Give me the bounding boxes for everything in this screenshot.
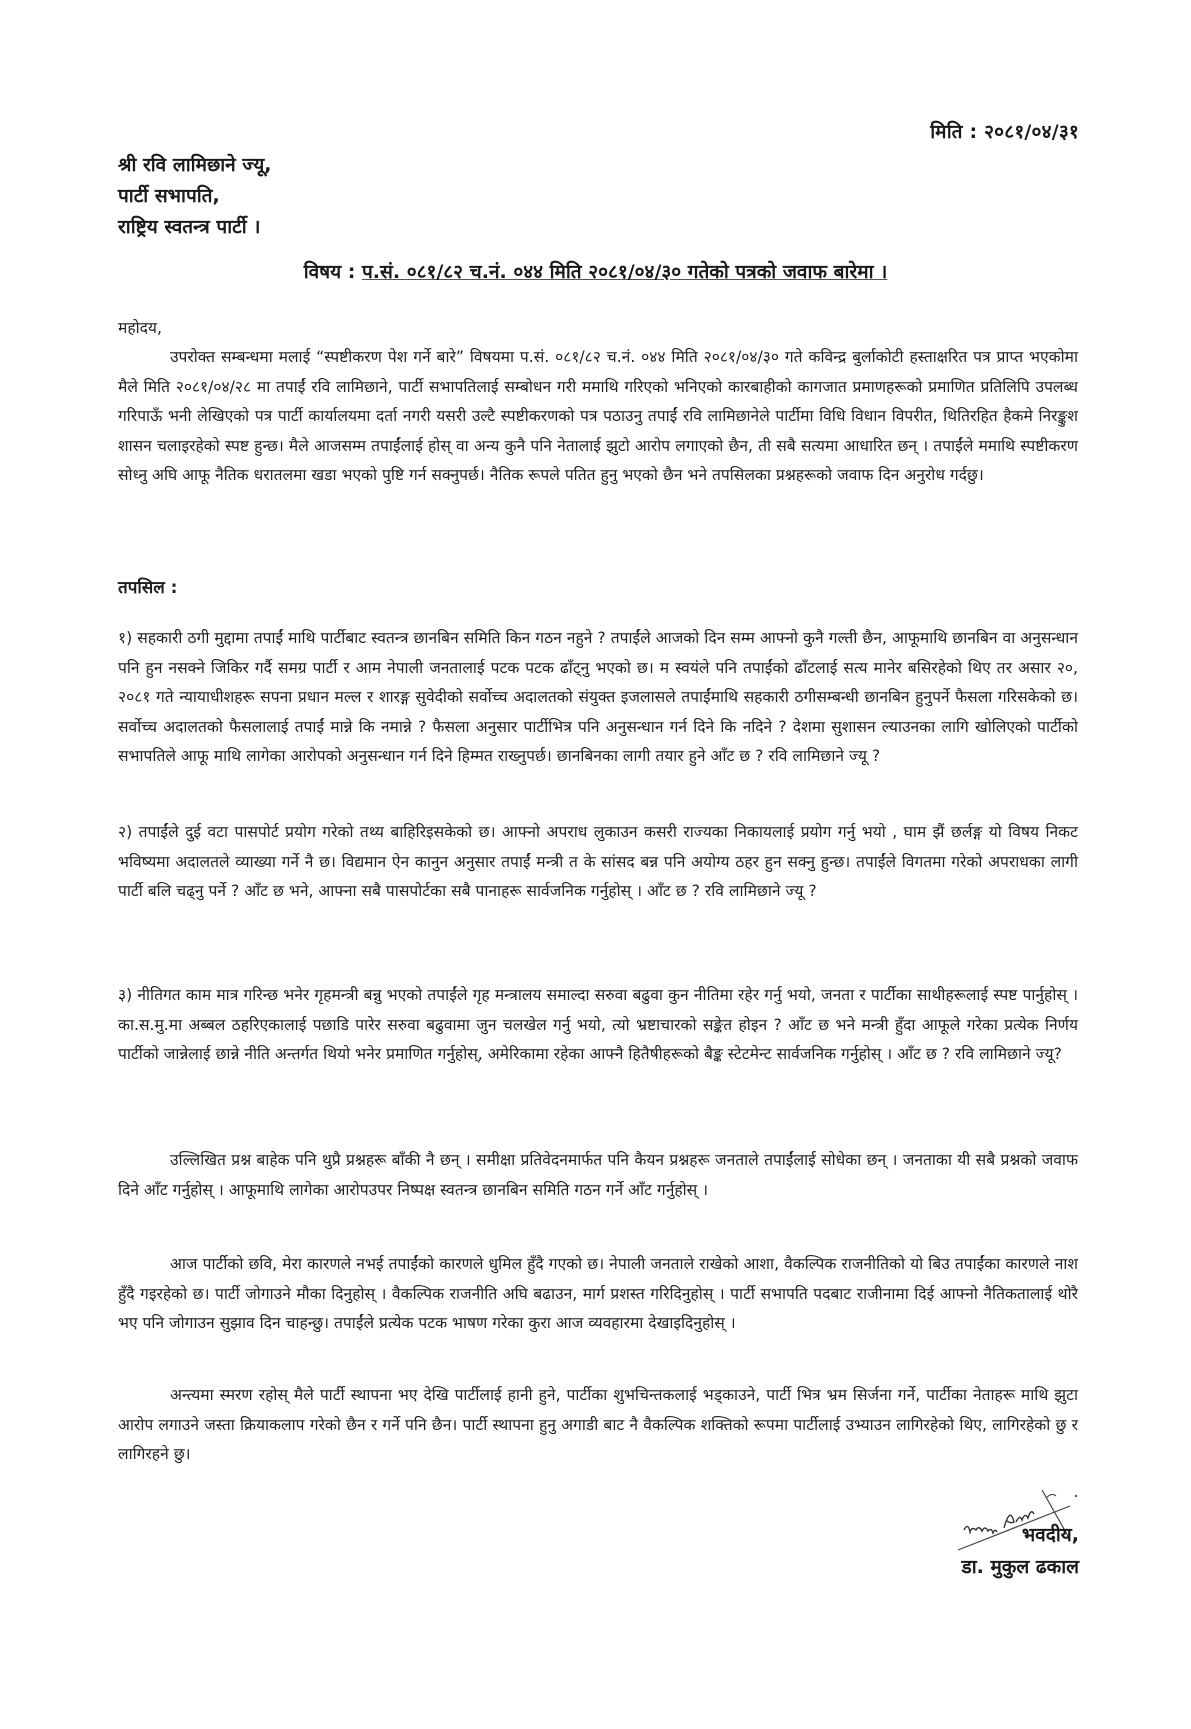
addressee-name: श्री रवि लामिछाने ज्यू, bbox=[118, 154, 272, 176]
question-1: १) सहकारी ठगी मुद्दामा तपाईं माथि पार्टीबाट स्वतन्त्र छानबिन समिति किन गठन नहुने ? तपाईंले आजको दिन सम्म आफ्नो कुनै गल्ती छैन, आफूमाथि छानबिन वा अनुसन्धान पनि हुन नसक्ने जिकिर गर्दै समग्र पार्टी र आम नेपाली जनतालाई पटक पटक ढाँट्नु भएको छ। म स्वयंले पनि तपाईंको ढाँटलाई सत्य मानेर बसिरहेको थिए तर असार २०, २०८१ गते न्यायाधीशहरू सपना प्रधान मल्ल र शारङ्ग सुवेदीको सर्वोच्च अदालतको संयुक्त इजलासले तपाईंमाथि सहकारी ठगीसम्बन्धी छानबिन हुनुपर्ने फैसला गरिसकेको छ। सर्वोच्च अदालतको फैसलालाई तपाईं मान्ने कि नमान्ने ? फैसला अनुसार पार्टीभित्र पनि अनुसन्धान गर्न दिने कि नदिने ? देशमा सुशासन ल्याउनका लागि खोलिएको पार्टीको सभापतिले आफू माथि लागेका आरोपको अनुसन्धान गर्न दिने हिम्मत राख्नुपर्छ। छानबिनका लागी तयार हुने आँट छ ? रवि लामिछाने ज्यू ? bbox=[118, 629, 1078, 766]
addressee-organization: राष्ट्रिय स्वतन्त्र पार्टी । bbox=[118, 216, 261, 238]
signature-block bbox=[962, 1519, 1079, 1583]
remaining-questions-paragraph: उल्लिखित प्रश्न बाहेक पनि थुप्रै प्रश्नहरू बाँकी नै छन् । समीक्षा प्रतिवेदनमार्फत पनि कैयन प्रश्नहरू जनताले तपाईंलाई सोधेका छन् । जनताका यी सबै प्रश्नको जवाफ दिने आँट गर्नुहोस् । आफूमाथि लागेका आरोपउपर निष्पक्ष स्वतन्त्र छानबिन समिति गठन गर्ने आँट गर्नुहोस् । bbox=[118, 1151, 1078, 1199]
question-2: २) तपाईंले दुई वटा पासपोर्ट प्रयोग गरेको तथ्य बाहिरिइसकेको छ। आफ्नो अपराध लुकाउन कसरी राज्यका निकायलाई प्रयोग गर्नु भयो , घाम झैं छर्लङ्ग यो विषय निकट भविष्यमा अदालतले व्याख्या गर्ने नै छ। विद्यमान ऐन कानुन अनुसार तपाईं मन्त्री त के सांसद बन्न पनि अयोग्य ठहर हुन सक्नु हुन्छ। तपाईंले विगतमा गरेको अपराधका लागी पार्टी बलि चढ्नु पर्ने ? आँट छ भने, आफ्ना सबै पासपोर्टका सबै पानाहरू सार्वजनिक गर्नुहोस् । आँट छ ? रवि लामिछाने ज्यू ? bbox=[118, 823, 1078, 901]
signatory-name: डा. मुकुल ढकाल bbox=[961, 1556, 1079, 1578]
tapasil-heading: तपसिल : bbox=[118, 578, 178, 598]
addressee-title: पार्टी सभापति, bbox=[118, 185, 220, 207]
addressee-block bbox=[118, 150, 271, 243]
subject-label: विषय : bbox=[303, 261, 363, 283]
subject-line bbox=[0, 258, 1191, 284]
closing-paragraph: अन्त्यमा स्मरण रहोस् मैले पार्टी स्थापना भए देखि पार्टीलाई हानी हुने, पार्टीका शुभचिन्तकलाई भड्काउने, पार्टी भित्र भ्रम सिर्जना गर्ने, पार्टीका नेताहरू माथि झुटा आरोप लगाउने जस्ता क्रियाकलाप गरेको छैन र गर्ने पनि छैन। पार्टी स्थापना हुनु अगाडी बाट नै वैकल्पिक शक्तिको रूपमा पार्टीलाई उभ्याउन लागिरहेको थिए, लागिरहेको छु र लागिरहने छु। bbox=[118, 1386, 1078, 1464]
valediction: भवदीय, bbox=[1021, 1524, 1079, 1546]
salutation: महोदय, bbox=[118, 319, 162, 337]
letter-date: मिति : २०८१/०४/३१ bbox=[930, 121, 1079, 143]
question-3: ३) नीतिगत काम मात्र गरिन्छ भनेर गृहमन्त्री बन्नु भएको तपाईंले गृह मन्त्रालय समाल्दा सरुवा बढुवा कुन नीतिमा रहेर गर्नु भयो, जनता र पार्टीका साथीहरूलाई स्पष्ट पार्नुहोस् । का.स.मु.मा अब्बल ठहरिएकालाई पछाडि पारेर सरुवा बढुवामा जुन चलखेल गर्नु भयो, त्यो भ्रष्टाचारको सङ्केत होइन ? आँट छ भने मन्त्री हुँदा आफूले गरेका प्रत्येक निर्णय पार्टीको जान्नेलाई छान्ने नीति अन्तर्गत थियो भनेर प्रमाणित गर्नुहोस्, अमेरिकामा रहेका आफ्नै हितैषीहरूको बैङ्क स्टेटमेन्ट सार्वजनिक गर्नुहोस् । आँट छ ? रवि लामिछाने ज्यू? bbox=[118, 986, 1078, 1064]
subject-text: प.सं. ०८१/८२ च.नं. ०४४ मिति २०८१/०४/३० गतेको पत्रको जवाफ बारेमा । bbox=[362, 261, 888, 283]
intro-paragraph: उपरोक्त सम्बन्धमा मलाई “स्पष्टीकरण पेश गर्ने बारे” विषयमा प.सं. ०८१/८२ च.नं. ०४४ मिति २०८१/०४/३० गते कविन्द्र बुर्लाकोटी हस्ताक्षरित पत्र प्राप्त भएकोमा मैले मिति २०८१/०४/२८ मा तपाईं रवि लामिछाने, पार्टी सभापतिलाई सम्बोधन गरी ममाथि गरिएको भनिएको कारबाहीको कागजात प्रमाणहरूको प्रमाणित प्रतिलिपि उपलब्ध गरिपाऊँ भनी लेखिएको पत्र पार्टी कार्यालयमा दर्ता नगरी यसरी उल्टै स्पष्टीकरणको पत्र पठाउनु तपाईं रवि लामिछानेले पार्टीमा विधि विधान विपरीत, थितिरहित हैकमे निरङ्कुश शासन चलाइरहेको स्पष्ट हुन्छ। मैले आजसम्म तपाईंलाई होस् वा अन्य कुनै पनि नेतालाई झुटो आरोप लगाएको छैन, ती सबै सत्यमा आधारित छन् । तपाईंले ममाथि स्पष्टीकरण सोध्नु अघि आफू नैतिक धरातलमा खडा भएको पुष्टि गर्न सक्नुपर्छ। नैतिक रूपले पतित हुनु भएको छैन भने तपसिलका प्रश्नहरूको जवाफ दिन अनुरोध गर्दछु। bbox=[118, 348, 1078, 485]
party-image-paragraph: आज पार्टीको छवि, मेरा कारणले नभई तपाईंको कारणले धुमिल हुँदै गएको छ। नेपाली जनताले राखेको आशा, वैकल्पिक राजनीतिको यो बिउ तपाईंका कारणले नाश हुँदै गइरहेको छ। पार्टी जोगाउने मौका दिनुहोस् । वैकल्पिक राजनीति अघि बढाउन, मार्ग प्रशस्त गरिदिनुहोस् । पार्टी सभापति पदबाट राजीनामा दिई आफ्नो नैतिकतालाई थोरै भए पनि जोगाउन सुझाव दिन चाहन्छु। तपाईंले प्रत्येक पटक भाषण गरेका कुरा आज व्यवहारमा देखाइदिनुहोस् । bbox=[118, 1255, 1078, 1333]
